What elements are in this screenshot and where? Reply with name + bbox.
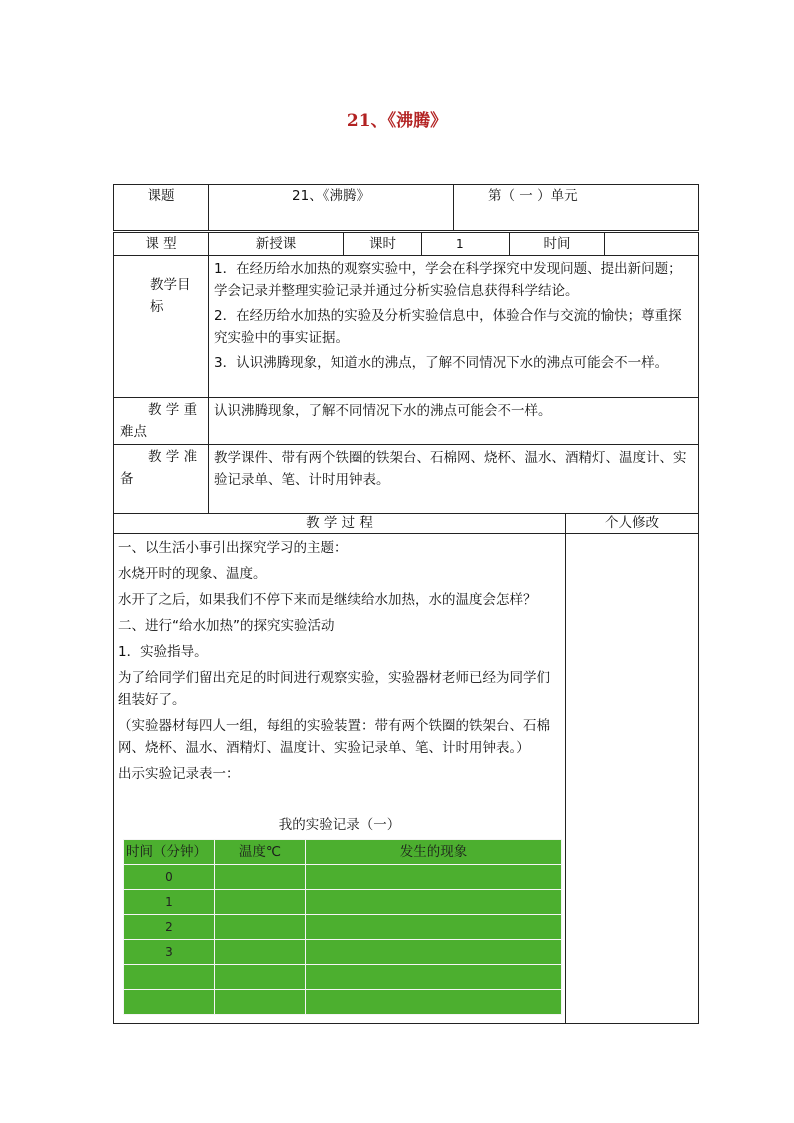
key-points-value: 认识沸腾现象，了解不同情况下水的沸点可能会不一样。 <box>209 398 699 445</box>
record-time-cell[interactable] <box>124 965 215 990</box>
record-temp-cell[interactable] <box>215 865 306 890</box>
record-table <box>123 839 562 1015</box>
process-paragraph: 出示实验记录表一： <box>118 766 240 782</box>
record-time-cell[interactable]: 3 <box>124 940 215 965</box>
objectives-label-cell <box>114 256 209 398</box>
record-temp-cell[interactable] <box>215 990 306 1015</box>
record-header-phenomenon: 发生的现象 <box>306 840 562 865</box>
period-value: 1 <box>456 237 464 251</box>
unit-label: 第（ 一 ）单元 <box>488 188 578 204</box>
record-phenomenon-cell[interactable] <box>306 990 562 1015</box>
process-paragraph: 为了给同学们留出充足的时间进行观察实验，实验器材老师已经为同学们组装好了。 <box>118 670 550 708</box>
revision-cell[interactable] <box>566 534 699 1024</box>
key-points-label: 教 学 重 难点 <box>120 402 198 440</box>
record-phenomenon-cell[interactable] <box>306 965 562 990</box>
topic-label: 课题 <box>114 185 209 231</box>
record-phenomenon-cell[interactable] <box>306 940 562 965</box>
process-paragraph: 1．实验指导。 <box>118 644 208 660</box>
period-value-cell <box>422 233 510 256</box>
record-temp-cell[interactable] <box>215 915 306 940</box>
objective-1: 1．在经历给水加热的观察实验中，学会在科学探究中发现问题、提出新问题；学会记录并整理实验记录并通过分析实验信息获得科学结论。 <box>214 261 682 299</box>
record-temp-cell[interactable] <box>215 890 306 915</box>
objective-3: 3．认识沸腾现象，知道水的沸点，了解不同情况下水的沸点可能会不一样。 <box>214 355 669 371</box>
record-temp-cell[interactable] <box>215 940 306 965</box>
header-table <box>113 184 699 231</box>
period-label: 课时 <box>344 233 422 256</box>
record-header-temp: 温度℃ <box>215 840 306 865</box>
preparation-value: 教学课件、带有两个铁圈的铁架台、石棉网、烧杯、温水、酒精灯、温度计、实验记录单、笔、计时用钟表。 <box>209 445 699 514</box>
key-points-label-cell <box>114 398 209 445</box>
record-phenomenon-cell[interactable] <box>306 865 562 890</box>
record-header-time: 时间（分钟） <box>124 840 215 865</box>
objectives-label: 教学目标 <box>150 277 191 315</box>
type-label: 课 型 <box>114 233 209 256</box>
record-time-cell[interactable] <box>124 990 215 1015</box>
process-table <box>113 513 699 1024</box>
preparation-label-cell <box>114 445 209 514</box>
info-table <box>113 255 699 514</box>
process-paragraph: 一、以生活小事引出探究学习的主题： <box>118 540 348 556</box>
topic-value: 21、《沸腾》 <box>209 185 454 231</box>
process-paragraph: 水开了之后，如果我们不停下来而是继续给水加热，水的温度会怎样？ <box>118 592 537 608</box>
process-paragraph: （实验器材每四人一组，每组的实验装置：带有两个铁圈的铁架台、石棉网、烧杯、温水、酒精灯、温度计、实验记录单、笔、计时用钟表。） <box>118 718 550 756</box>
record-time-cell[interactable]: 0 <box>124 865 215 890</box>
record-title: 我的实验记录（一） <box>278 817 401 833</box>
objectives-cell <box>209 256 699 398</box>
record-phenomenon-cell[interactable] <box>306 915 562 940</box>
preparation-label: 教 学 准 备 <box>120 449 198 487</box>
unit-cell <box>454 185 699 231</box>
type-value: 新授课 <box>209 233 344 256</box>
revision-header: 个人修改 <box>566 514 699 534</box>
page-title: 21、《沸腾》 <box>346 111 448 131</box>
objective-2: 2．在经历给水加热的实验及分析实验信息中，体验合作与交流的愉快；尊重探究实验中的事实证据。 <box>214 308 682 346</box>
record-phenomenon-cell[interactable] <box>306 890 562 915</box>
record-time-cell[interactable]: 2 <box>124 915 215 940</box>
record-temp-cell[interactable] <box>215 965 306 990</box>
time-value <box>605 233 699 256</box>
process-paragraph: 二、进行“给水加热”的探究实验活动 <box>118 618 335 634</box>
process-header: 教 学 过 程 <box>114 514 566 534</box>
type-table <box>113 232 699 256</box>
process-content <box>114 534 566 1024</box>
record-time-cell[interactable]: 1 <box>124 890 215 915</box>
time-label: 时间 <box>510 233 605 256</box>
process-paragraph: 水烧开时的现象、温度。 <box>118 566 267 582</box>
